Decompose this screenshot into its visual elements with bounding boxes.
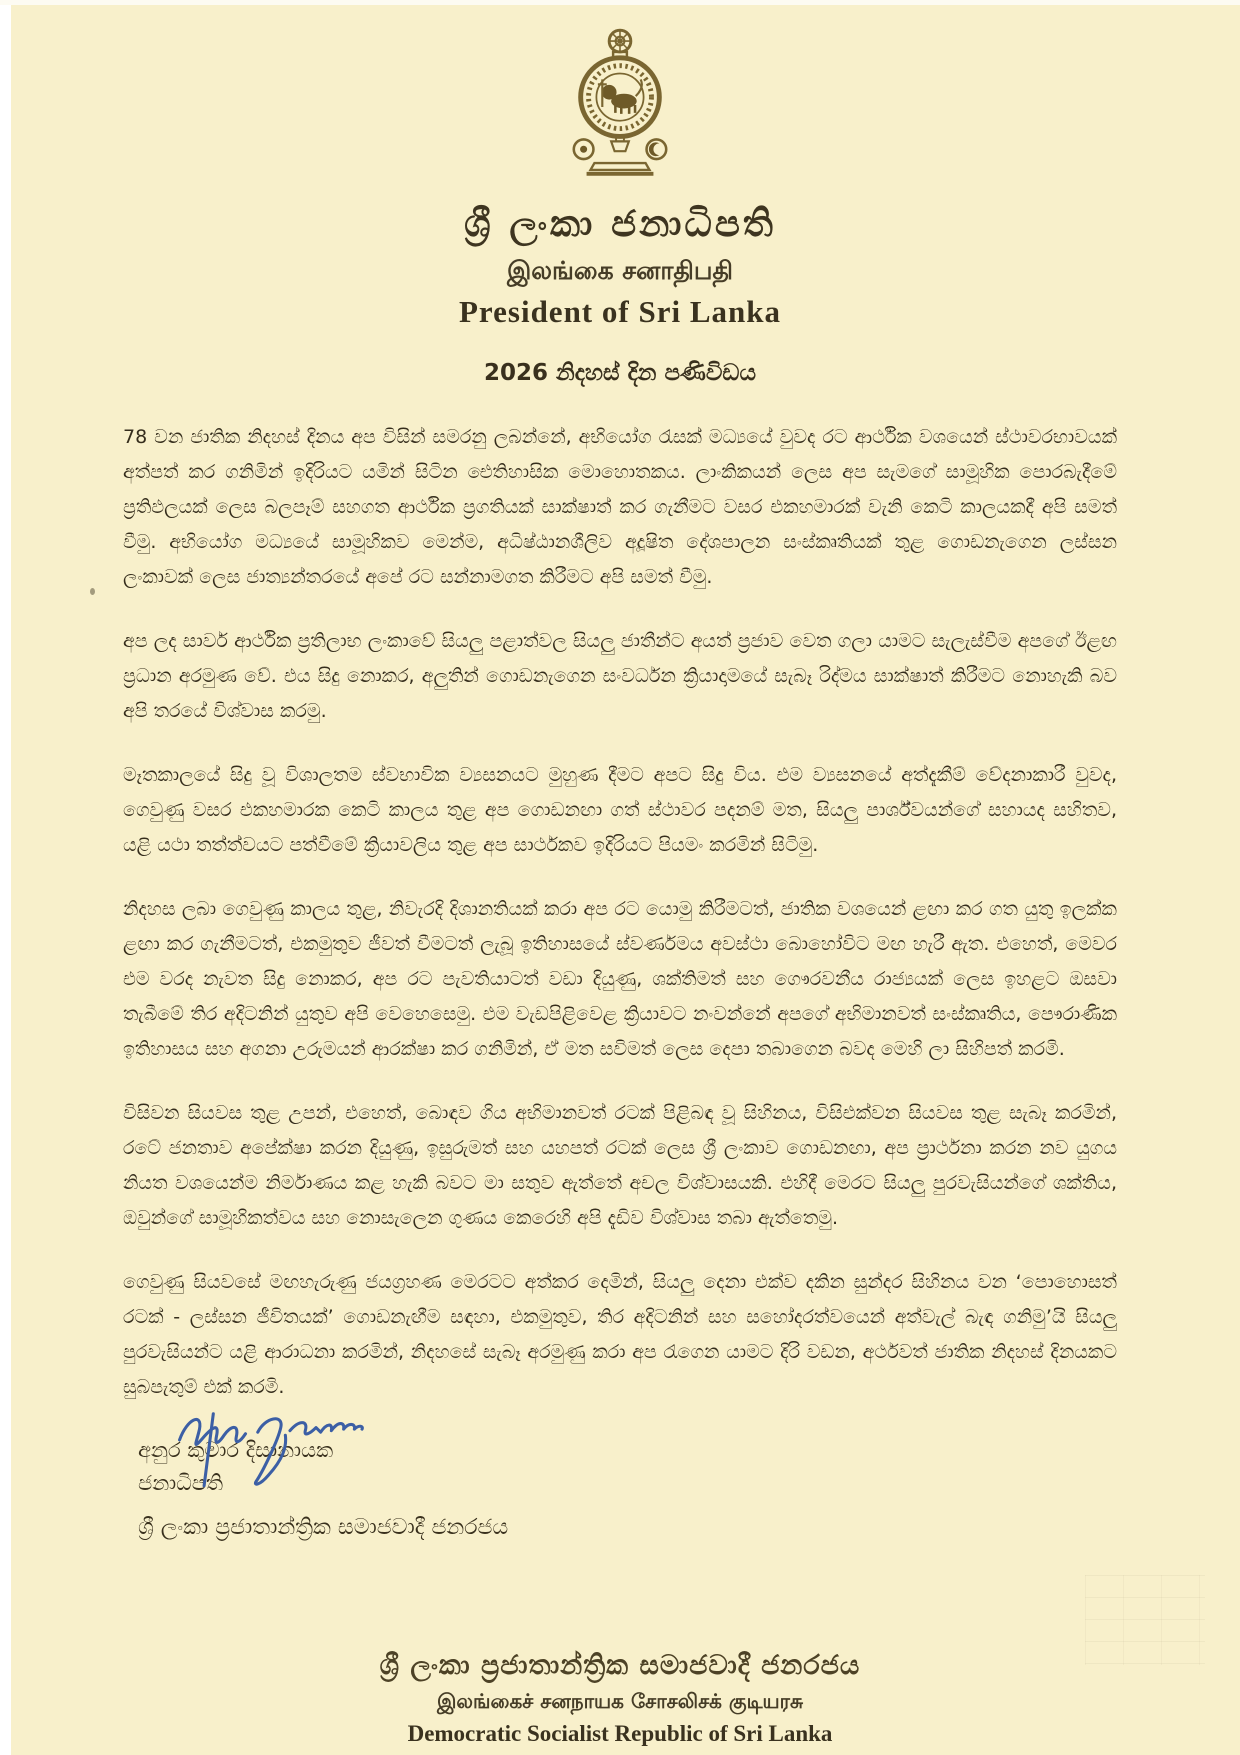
footer-line-english: Democratic Socialist Republic of Sri Lanka — [407, 1721, 833, 1746]
letterhead-title-english: President of Sri Lanka — [459, 294, 781, 329]
signatory-name: අනුර කුමාර දිසානායක — [138, 1438, 334, 1462]
signatory-title: ජනාධිපති — [138, 1471, 224, 1495]
paragraph-5: විසිවන සියවස තුළ උපන්, එහෙත්, බොඳව ගිය අභිමානවත් රටක් පිළිබඳ වූ සිහිනය, විසිඑක්වන සියවස තුළ සැබෑ කරමින්, රටේ ජනතාව අපේක්ෂා කරන දියුණු, ඉසුරුමත් සහ යහපත් රටක් ලෙස ශ්‍රී ලංකාව ගොඩනඟා, අප ප්‍රාර්ථනා කරන නව යුගය නියත වශයෙන්ම නිර්මාණය කළ හැකි බවට මා සතුව ඇත්තේ අචල විශ්වාසයකි. එහිදී මෙරට සියලු පුරවැසියන්ගේ ශක්තිය, ඔවුන්ගේ සාමූහිකත්වය සහ නොසැලෙන ගුණය කෙරෙහි අපි දැඩිව විශ්වාස තබා ඇත්තෙමු. — [123, 1102, 1117, 1229]
footer-line-sinhala: ශ්‍රී ලංකා ප්‍රජාතාන්ත්‍රික සමාජවාදී ජනරජය — [379, 1650, 861, 1681]
signatory-republic: ශ්‍රී ලංකා ප්‍රජාතාන්ත්‍රික සමාජවාදී ජනරජය — [138, 1515, 509, 1540]
message-subject-line: 2026 නිදහස් දින පණිවිඩය — [484, 360, 756, 386]
letterhead-title-sinhala: ශ්‍රී ලංකා ජනාධිපති — [464, 202, 776, 245]
paragraph-4: නිදහස ලබා ගෙවුණු කාලය තුළ, නිවැරදි දිශානතියක් කරා අප රට යොමු කිරීමටත්, ජාතික වශයෙන් ළඟා කර ගත යුතු ඉලක්ක ළඟා කර ගැනීමටත්, එකමුතුව ජීවත් වීමටත් ලැබූ ඉතිහාසයේ ස්වර්ණමය අවස්ථා බොහෝවිට මඟ හැරී ඇත. එහෙත්, මෙවර එම වරද නැවත සිදු නොකර, අප රට පැවතියාටත් වඩා දියුණු, ශක්තිමත් සහ ගෞරවනීය රාජ්‍යයක් ලෙස ඉහළට ඔසවා තැබීමේ තිර අදිටනින් යුතුව අපි වෙහෙසෙමු. එම වැඩපිළිවෙළ ක්‍රියාවට නංවන්නේ අපගේ අභිමානවත් සංස්කෘතිය, පෞරාණික ඉතිහාසය සහ අගනා උරුමයන් ආරක්ෂා කර ගනිමින්, ඒ මත සවිමත් ලෙස දෙපා තබාගෙන බවද මෙහි ලා සිහිපත් කරමි. — [123, 898, 1117, 1060]
sri-lanka-emblem-icon — [561, 26, 679, 184]
letter-footer — [0, 1650, 1240, 1747]
paragraph-2: අප ලද සාර්ව ආර්ථික ප්‍රතිලාභ ලංකාවේ සියලු පළාත්වල සියලු ජාතීන්ට අයත් ප්‍රජාව වෙත ගලා යාමට සැලැස්වීම අපගේ ඊළඟ ප්‍රධාන අරමුණ වේ. එය සිදු නොකර, අලුතින් ගොඩනැගෙන සංවර්ධන ක්‍රියාදාමයේ සැබෑ රිද්මය සාක්ෂාත් කිරීමට නොහැකි බව අපි තරයේ විශ්වාස කරමු. — [123, 630, 1117, 722]
paragraph-1: 78 වන ජාතික නිදහස් දිනය අප විසින් සමරනු ලබන්නේ, අභියෝග රැසක් මධ්‍යයේ වුවද රට ආර්ථික වශයෙන් ස්ථාවරභාවයක් අත්පත් කර ගනිමින් ඉදිරියට යමින් සිටින ඓතිහාසික මොහොතකය. ලාංකිකයන් ලෙස අප සැමගේ සාමූහික පොරබැදීමේ ප්‍රතිඵලයක් ලෙස බලපෑම් සහගත ආර්ථික ප්‍රගතියක් සාක්ෂාත් කර ගැනීමට වසර එකහමාරක් වැනි කෙටි කාලයකදී අපි සමත් වීමු. අභියෝග මධ්‍යයේ සාමූහිකව මෙන්ම, අධිෂ්ඨානශීලිව අදූෂිත දේශපාලන සංස්කෘතියක් තුළ ගොඩනැගෙන ලස්සන ලංකාවක් ලෙස ජාත්‍යන්තරයේ අපේ රට සන්නාමගත කිරීමට අපි සමත් වීමු. — [123, 426, 1117, 588]
signature-block — [138, 1434, 1240, 1544]
scan-speck — [90, 588, 95, 595]
letterhead — [0, 0, 1240, 386]
scan-bleed-artifact — [1085, 1575, 1205, 1665]
paragraph-6: ගෙවුණු සියවසේ මඟහැරුණු ජයග්‍රහණ මෙරටට අත්කර දෙමින්, සියලු දෙනා එක්ව දකින සුන්දර සිහිනය වන ‘පොහොසත් රටක් - ලස්සන ජීවිතයක්’ ගොඩනැඟීම සඳහා, එකමුතුව, තිර අදිටනින් සහ සහෝදරත්වයෙන් අත්වැල් බැඳ ගනිමු’යි සියලු පුරවැසියන්ට යළි ආරාධනා කරමින්, නිදහසේ සැබෑ අරමුණු කරා අප රැගෙන යාමට දිරි වඩන, අර්ථවත් ජාතික නිදහස් දිනයකට සුබපැතුම් එක් කරමි. — [123, 1271, 1117, 1398]
message-body — [123, 420, 1117, 1405]
letterhead-title-tamil: இலங்கை சனாதிபதி — [506, 256, 734, 285]
footer-line-tamil: இலங்கைச் சனநாயக சோசலிசக் குடியரசு — [436, 1689, 804, 1713]
paragraph-3: මෑතකාලයේ සිදු වූ විශාලතම ස්වභාවික ව්‍යසනයට මුහුණ දීමට අපට සිදු විය. එම ව්‍යසනයේ අත්දැකීම් වේදනාකාරී වුවද, ගෙවුණු වසර එකහමාරක කෙටි කාලය තුළ අප ගොඩනඟා ගත් ස්ථාවර පදනම් මත, සියලු පාර්ශ්වයන්ගේ සහායද සහිතව, යළි යථා තත්ත්වයට පත්වීමේ ක්‍රියාවලිය තුළ අප සාර්ථකව ඉදිරියට පියමං කරමින් සිටිමු. — [123, 764, 1117, 856]
